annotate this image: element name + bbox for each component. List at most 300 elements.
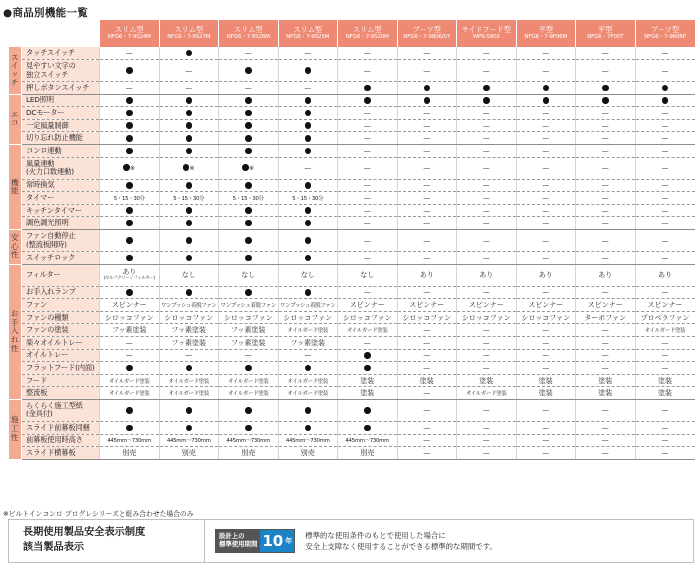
- available-dot-icon: [305, 220, 312, 227]
- not-available-dash: —: [601, 164, 609, 173]
- feature-cell: [516, 192, 576, 205]
- feature-cell: [278, 374, 338, 387]
- not-available-dash: —: [482, 181, 490, 190]
- available-dot-icon: [245, 407, 252, 414]
- feature-label: フード: [22, 374, 100, 387]
- feature-cell: [635, 107, 695, 120]
- table-row: [9, 157, 695, 179]
- table-row: [9, 82, 695, 95]
- feature-cell: [219, 387, 279, 400]
- feature-cell: [100, 387, 160, 400]
- table-body: [9, 47, 695, 459]
- available-dot-icon: [186, 135, 193, 142]
- cell-value: スピンナー: [587, 301, 623, 310]
- not-available-dash: —: [661, 49, 669, 58]
- feature-cell: [457, 230, 517, 252]
- feature-cell: [516, 299, 576, 312]
- feature-label: コンロ連動: [22, 145, 100, 158]
- cell-value: オイルガード塗装: [287, 391, 328, 398]
- feature-cell: [338, 107, 398, 120]
- available-dot-icon: [126, 135, 133, 142]
- not-available-dash: —: [423, 288, 431, 297]
- table-row: [9, 286, 695, 299]
- feature-cell: [159, 311, 219, 324]
- product-feature-table: [8, 20, 695, 460]
- cell-value: フッ素塗装: [111, 326, 147, 335]
- model-header: [635, 20, 695, 47]
- feature-cell: [278, 349, 338, 362]
- not-available-dash: —: [363, 219, 371, 228]
- available-dot-icon: [305, 110, 312, 117]
- feature-cell: [219, 107, 279, 120]
- feature-cell: [576, 132, 636, 145]
- feature-cell: [516, 387, 576, 400]
- not-available-dash: —: [423, 351, 431, 360]
- group-label: スイッチ: [9, 47, 22, 94]
- available-dot-icon: [126, 97, 133, 104]
- feature-label: 前幕板使用時高さ: [22, 434, 100, 447]
- available-dot-icon: [424, 97, 431, 104]
- cell-value: スピンナー: [528, 301, 564, 310]
- feature-cell: [100, 145, 160, 158]
- not-available-dash: —: [125, 83, 133, 92]
- not-available-dash: —: [661, 121, 669, 130]
- feature-cell: [516, 349, 576, 362]
- not-available-dash: —: [601, 363, 609, 372]
- feature-cell: [159, 157, 219, 179]
- feature-cell: [516, 119, 576, 132]
- feature-cell: [635, 60, 695, 82]
- available-dot-icon: [126, 182, 133, 189]
- feature-label: 風量連動 (火力口数連動): [22, 157, 100, 179]
- model-header: [159, 20, 219, 47]
- available-dot-icon: [126, 407, 133, 414]
- not-available-dash: —: [304, 83, 312, 92]
- not-available-dash: —: [601, 181, 609, 190]
- model-type: スリム型: [114, 25, 144, 35]
- table-row: [9, 47, 695, 60]
- available-dot-icon: [126, 220, 133, 227]
- feature-cell: [635, 434, 695, 447]
- feature-cell: [338, 299, 398, 312]
- feature-cell: [516, 447, 576, 460]
- not-available-dash: —: [363, 236, 371, 245]
- cell-value: ワンプッシュ着脱ファン: [220, 303, 276, 310]
- cell-value: シロッコファン: [164, 313, 214, 322]
- feature-cell: [338, 192, 398, 205]
- model-header: [219, 20, 279, 47]
- feature-label: 常時換気: [22, 179, 100, 192]
- cell-value: 塗装: [598, 376, 613, 385]
- feature-cell: [576, 192, 636, 205]
- feature-cell: [338, 434, 398, 447]
- not-available-dash: —: [601, 121, 609, 130]
- cell-value: シロッコファン: [342, 313, 392, 322]
- group-label: 安心性: [9, 230, 22, 265]
- feature-cell: [278, 264, 338, 286]
- feature-cell: [397, 447, 457, 460]
- feature-cell: [278, 286, 338, 299]
- feature-cell: [338, 94, 398, 107]
- feature-cell: [397, 179, 457, 192]
- feature-cell: [397, 252, 457, 265]
- available-dot-icon: [245, 135, 252, 142]
- feature-cell: [338, 447, 398, 460]
- feature-cell: [338, 362, 398, 375]
- feature-cell: [159, 299, 219, 312]
- feature-cell: [338, 324, 398, 337]
- group-label: 施工性: [9, 399, 22, 459]
- feature-cell: [278, 132, 338, 145]
- feature-cell: [219, 47, 279, 60]
- not-available-dash: —: [601, 448, 609, 457]
- cell-value: 445mm〜730mm: [226, 438, 271, 445]
- feature-cell: [516, 230, 576, 252]
- model-header: [516, 20, 576, 47]
- available-dot-icon: [245, 255, 252, 262]
- not-available-dash: —: [482, 406, 490, 415]
- badge-years: 10: [262, 532, 284, 550]
- feature-cell: [219, 119, 279, 132]
- not-available-dash: —: [601, 338, 609, 347]
- feature-cell: [516, 47, 576, 60]
- feature-cell: [457, 447, 517, 460]
- model-code: NFG6・7-9S27M: [167, 34, 211, 41]
- feature-cell: [576, 119, 636, 132]
- cell-value: 445mm〜730mm: [285, 438, 330, 445]
- feature-label: 切り忘れ防止機能: [22, 132, 100, 145]
- feature-cell: [100, 179, 160, 192]
- feature-cell: [100, 217, 160, 230]
- not-available-dash: —: [482, 219, 490, 228]
- feature-cell: [576, 60, 636, 82]
- cell-value: あり: [419, 271, 434, 280]
- table-row: [9, 132, 695, 145]
- feature-cell: [278, 217, 338, 230]
- group-label: お手入れ性: [9, 264, 22, 399]
- not-available-dash: —: [482, 194, 490, 203]
- feature-cell: [338, 230, 398, 252]
- feature-cell: [635, 47, 695, 60]
- not-available-dash: —: [601, 109, 609, 118]
- feature-cell: [219, 179, 279, 192]
- feature-cell: [100, 337, 160, 350]
- not-available-dash: —: [423, 389, 431, 398]
- not-available-dash: —: [423, 406, 431, 415]
- cell-value: 塗装: [419, 376, 434, 385]
- available-dot-icon: [186, 365, 193, 372]
- feature-cell: [635, 192, 695, 205]
- cell-value: オイルガード塗装: [644, 328, 686, 335]
- cell-value: 塗装: [360, 389, 375, 398]
- not-available-dash: —: [363, 49, 371, 58]
- feature-cell: [516, 179, 576, 192]
- feature-cell: [457, 286, 517, 299]
- table-row: [9, 421, 695, 434]
- feature-cell: [159, 94, 219, 107]
- feature-cell: [159, 434, 219, 447]
- feature-cell: [516, 145, 576, 158]
- feature-cell: [100, 82, 160, 95]
- table-row: [9, 362, 695, 375]
- not-available-dash: —: [482, 448, 490, 457]
- feature-cell: [457, 82, 517, 95]
- feature-cell: [516, 337, 576, 350]
- cell-value: シロッコファン: [104, 313, 154, 322]
- not-available-dash: —: [542, 288, 550, 297]
- feature-cell: [576, 362, 636, 375]
- feature-cell: [516, 157, 576, 179]
- feature-cell: [516, 107, 576, 120]
- feature-cell: [457, 362, 517, 375]
- feature-cell: [397, 311, 457, 324]
- not-available-dash: —: [542, 109, 550, 118]
- not-available-dash: —: [661, 436, 669, 445]
- available-dot-icon: [186, 122, 193, 129]
- feature-cell: [100, 47, 160, 60]
- not-available-dash: —: [304, 49, 312, 58]
- safety-desc-line1: 標準的な使用条件のもとで使用した場合に: [305, 530, 446, 540]
- available-dot-icon: [245, 110, 252, 117]
- feature-cell: [457, 47, 517, 60]
- feature-cell: [635, 157, 695, 179]
- table-header-row: [9, 20, 695, 47]
- model-type: ブーツ型: [412, 25, 441, 35]
- feature-cell: [100, 132, 160, 145]
- feature-label: 一定風量制御: [22, 119, 100, 132]
- not-available-dash: —: [661, 351, 669, 360]
- available-dot-icon: [424, 85, 431, 92]
- available-dot-icon: [305, 407, 312, 414]
- feature-cell: [219, 286, 279, 299]
- feature-cell: [159, 230, 219, 252]
- cell-value: ワンプッシュ着脱ファン: [161, 303, 217, 310]
- feature-cell: [457, 119, 517, 132]
- available-dot-icon: [186, 50, 193, 57]
- available-dot-icon: [245, 122, 252, 129]
- feature-cell: [278, 157, 338, 179]
- feature-cell: [635, 145, 695, 158]
- feature-cell: [219, 145, 279, 158]
- cell-value: あり (セルフクリーンフィルター): [103, 267, 155, 281]
- not-available-dash: —: [363, 206, 371, 215]
- not-available-dash: —: [601, 236, 609, 245]
- not-available-dash: —: [423, 164, 431, 173]
- feature-cell: [397, 217, 457, 230]
- not-available-dash: —: [244, 351, 252, 360]
- model-code: NFG6・7-9S26M: [226, 34, 270, 41]
- available-dot-icon: [245, 425, 252, 432]
- feature-cell: [576, 399, 636, 421]
- feature-cell: [516, 252, 576, 265]
- feature-cell: [635, 362, 695, 375]
- not-available-dash: —: [661, 164, 669, 173]
- feature-cell: [278, 434, 338, 447]
- feature-label: 楽々オイルトレー: [22, 337, 100, 350]
- feature-cell: [100, 434, 160, 447]
- not-available-dash: —: [423, 181, 431, 190]
- not-available-dash: —: [423, 134, 431, 143]
- not-available-dash: —: [423, 121, 431, 130]
- feature-cell: [278, 337, 338, 350]
- not-available-dash: —: [185, 66, 193, 75]
- feature-cell: [457, 204, 517, 217]
- not-available-dash: —: [423, 194, 431, 203]
- feature-cell: [159, 132, 219, 145]
- feature-cell: [100, 299, 160, 312]
- not-available-dash: —: [482, 206, 490, 215]
- available-dot-icon: [543, 85, 550, 92]
- feature-cell: [159, 374, 219, 387]
- not-available-dash: —: [542, 236, 550, 245]
- available-dot-icon: [305, 425, 312, 432]
- available-dot-icon: [305, 207, 312, 214]
- feature-cell: [100, 447, 160, 460]
- table-row: [9, 60, 695, 82]
- not-available-dash: —: [185, 83, 193, 92]
- available-dot-icon: [186, 110, 193, 117]
- feature-cell: [457, 132, 517, 145]
- not-available-dash: —: [482, 288, 490, 297]
- feature-cell: [159, 47, 219, 60]
- model-header: [457, 20, 517, 47]
- safety-description: [305, 530, 497, 553]
- note-asterisk: ※: [129, 164, 136, 172]
- available-dot-icon: [245, 148, 252, 155]
- page-title: ●商品別機能一覧: [3, 7, 89, 19]
- cell-value: オイルガード塗装: [228, 378, 269, 385]
- feature-cell: [100, 421, 160, 434]
- feature-cell: [576, 145, 636, 158]
- feature-cell: [219, 60, 279, 82]
- cell-value: あり: [598, 271, 613, 280]
- feature-cell: [635, 387, 695, 400]
- model-type: スリム型: [293, 25, 323, 35]
- feature-cell: [516, 204, 576, 217]
- cell-value: 別売: [122, 448, 137, 457]
- feature-cell: [278, 145, 338, 158]
- feature-cell: [159, 179, 219, 192]
- feature-cell: [278, 311, 338, 324]
- cell-value: 5・15・30分: [232, 196, 264, 203]
- model-header: [278, 20, 338, 47]
- not-available-dash: —: [542, 338, 550, 347]
- cell-value: 5・15・30分: [292, 196, 324, 203]
- feature-cell: [159, 349, 219, 362]
- not-available-dash: —: [423, 66, 431, 75]
- not-available-dash: —: [423, 253, 431, 262]
- model-type: サイドフード型: [461, 25, 511, 35]
- feature-cell: [576, 230, 636, 252]
- feature-cell: [100, 94, 160, 107]
- feature-cell: [457, 94, 517, 107]
- feature-cell: [338, 60, 398, 82]
- model-header: [338, 20, 398, 47]
- not-available-dash: —: [482, 121, 490, 130]
- table-row: [9, 204, 695, 217]
- feature-cell: [338, 145, 398, 158]
- not-available-dash: —: [542, 194, 550, 203]
- not-available-dash: —: [542, 448, 550, 457]
- not-available-dash: —: [542, 121, 550, 130]
- table-row: [9, 192, 695, 205]
- feature-cell: [159, 399, 219, 421]
- badge-label-line1: 設計上の: [219, 532, 245, 541]
- feature-cell: [397, 145, 457, 158]
- cell-value: 445mm〜730mm: [166, 438, 211, 445]
- available-dot-icon: [245, 289, 252, 296]
- feature-cell: [397, 192, 457, 205]
- cell-value: 別売: [181, 448, 196, 457]
- available-dot-icon: [305, 67, 312, 74]
- feature-cell: [457, 179, 517, 192]
- feature-cell: [635, 337, 695, 350]
- table-row: [9, 230, 695, 252]
- feature-cell: [457, 387, 517, 400]
- feature-cell: [457, 145, 517, 158]
- feature-cell: [635, 286, 695, 299]
- cell-value: オイルガード塗装: [347, 328, 388, 335]
- not-available-dash: —: [661, 236, 669, 245]
- feature-cell: [278, 252, 338, 265]
- not-available-dash: —: [661, 66, 669, 75]
- cell-value: 445mm〜730mm: [107, 438, 152, 445]
- not-available-dash: —: [601, 326, 609, 335]
- cell-value: 別売: [241, 448, 256, 457]
- feature-cell: [397, 107, 457, 120]
- not-available-dash: —: [482, 66, 490, 75]
- available-dot-icon: [662, 97, 669, 104]
- feature-cell: [159, 217, 219, 230]
- feature-cell: [397, 264, 457, 286]
- feature-cell: [100, 119, 160, 132]
- available-dot-icon: [602, 97, 609, 104]
- feature-cell: [100, 107, 160, 120]
- not-available-dash: —: [423, 436, 431, 445]
- feature-cell: [219, 217, 279, 230]
- feature-cell: [100, 286, 160, 299]
- cell-value: 5・15・30分: [173, 196, 205, 203]
- note-asterisk: ※: [248, 164, 255, 172]
- cell-value: ターボファン: [584, 313, 627, 322]
- cell-value: あり: [479, 271, 494, 280]
- feature-cell: [397, 299, 457, 312]
- available-dot-icon: [364, 425, 371, 432]
- cell-value: プロペラファン: [640, 313, 690, 322]
- not-available-dash: —: [482, 363, 490, 372]
- feature-label: スライド横幕板: [22, 447, 100, 460]
- safety-label-box: [8, 519, 694, 563]
- not-available-dash: —: [363, 146, 371, 155]
- feature-cell: [635, 399, 695, 421]
- feature-cell: [516, 286, 576, 299]
- feature-cell: [576, 204, 636, 217]
- available-dot-icon: [126, 237, 133, 244]
- feature-cell: [576, 47, 636, 60]
- not-available-dash: —: [661, 288, 669, 297]
- feature-cell: [397, 47, 457, 60]
- feature-cell: [635, 299, 695, 312]
- cell-value: 445mm〜730mm: [345, 438, 390, 445]
- feature-cell: [516, 399, 576, 421]
- available-dot-icon: [186, 182, 193, 189]
- not-available-dash: —: [661, 423, 669, 432]
- not-available-dash: —: [601, 423, 609, 432]
- not-available-dash: —: [482, 338, 490, 347]
- feature-cell: [635, 82, 695, 95]
- feature-cell: [397, 157, 457, 179]
- feature-cell: [576, 447, 636, 460]
